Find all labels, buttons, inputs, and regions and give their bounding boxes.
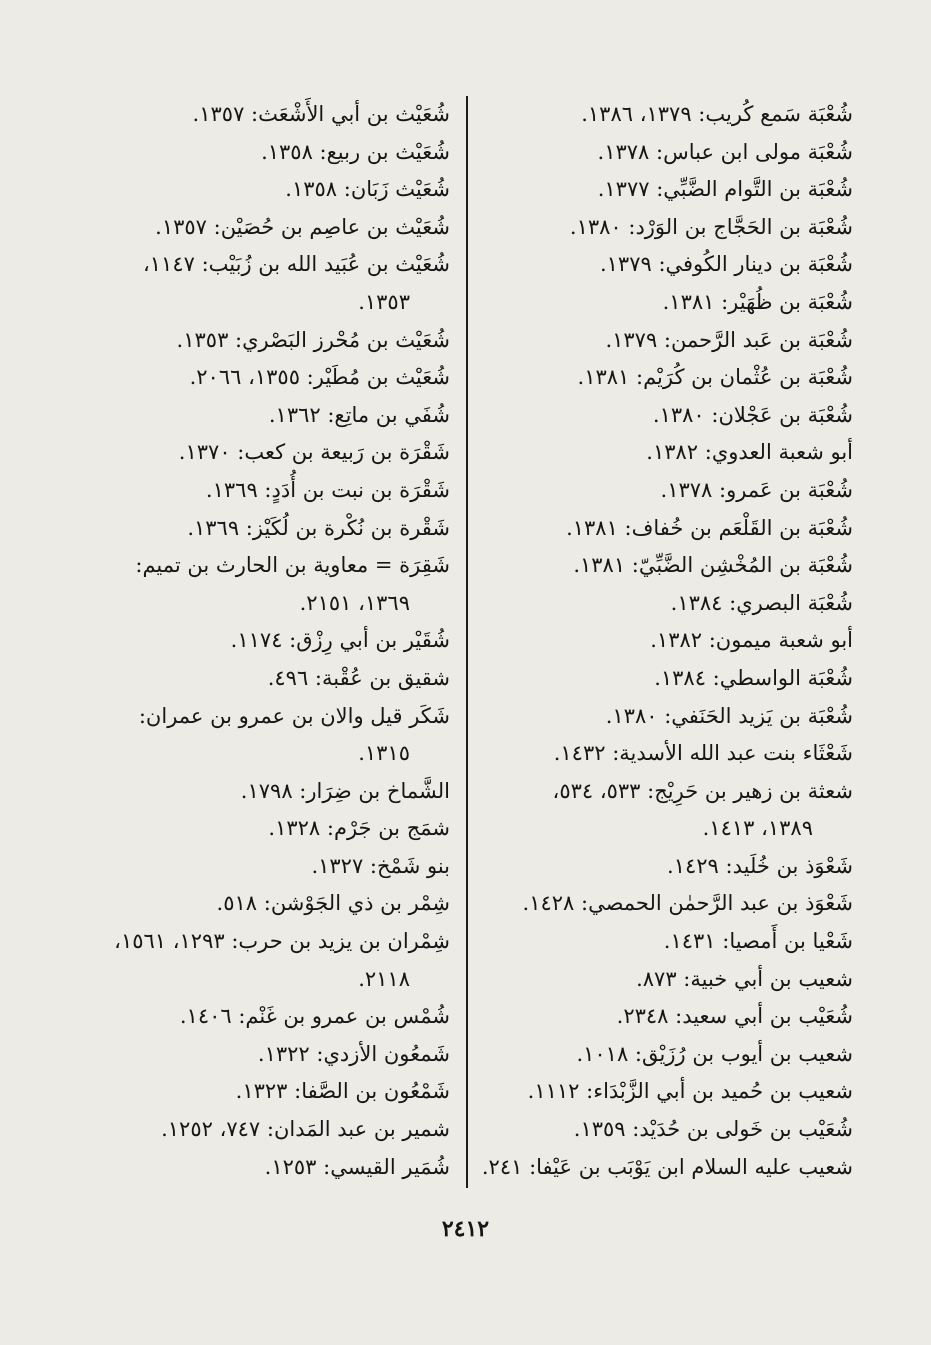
index-entry: شعيب بن أبي خبية: ٨٧٣. xyxy=(636,966,853,991)
index-entry: شمير بن عبد المَدان: ٧٤٧، ١٢٥٢. xyxy=(161,1117,450,1142)
index-entry: شُعْبَة بن يَزيد الحَنَفي: ١٣٨٠. xyxy=(605,703,853,728)
index-entry: شُعْبَة بن المُخْشِن الضَّبِّيّ: ١٣٨١. xyxy=(573,553,853,578)
index-entry: شعثة بن زهير بن حَرِيْج: ٥٣٣، ٥٣٤، xyxy=(552,778,853,803)
index-entry: شَمْعُون بن الصَّفا: ١٣٢٣. xyxy=(235,1079,450,1104)
index-entry: شَقْرَة بن رَبيعة بن كعب: ١٣٧٠. xyxy=(178,440,450,465)
index-entry: شِمْران بن يزيد بن حرب: ١٢٩٣، ١٥٦١، xyxy=(114,929,450,954)
index-entry: شُفَي بن ماتِع: ١٣٦٢. xyxy=(268,402,450,427)
index-entry: شَعْوَذ بن عبد الرَّحمٰن الحمصي: ١٤٢٨. xyxy=(522,891,853,916)
index-entry-continuation: ٢١١٨. xyxy=(358,966,410,991)
index-entry: شَقْرَة بن نبت بن أُدَدٍ: ١٣٦٩. xyxy=(205,477,450,502)
index-entry-continuation: ١٣٨٩، ١٤١٣. xyxy=(702,816,813,841)
index-entry: شَعْيا بن أَمصيا: ١٤٣١. xyxy=(663,929,853,954)
index-entry: شُعَيْث بن مُحْرز البَصْري: ١٣٥٣. xyxy=(176,327,450,352)
index-entry: شُعَيْب بن خَولى بن حُدَيْد: ١٣٥٩. xyxy=(573,1117,853,1142)
index-entry: شَعْوَذ بن خُلَيد: ١٤٢٩. xyxy=(667,853,853,878)
index-entry: أبو شعبة العدوي: ١٣٨٢. xyxy=(646,440,853,465)
index-entry: شُعْبَة بن الحَجَّاج بن الوَرْد: ١٣٨٠. xyxy=(569,214,853,239)
index-entry: شُعَيْث بن عاصِم بن حُصَيْن: ١٣٥٧. xyxy=(155,214,450,239)
index-entry: الشَّماخ بن ضِرَار: ١٧٩٨. xyxy=(240,778,450,803)
index-entry: شِمْر بن ذي الجَوْشن: ٥١٨. xyxy=(216,891,450,916)
index-entry: شُعْبَة بن القَلْعَم بن خُفاف: ١٣٨١. xyxy=(566,515,853,540)
index-column-right xyxy=(453,96,853,1186)
index-entry: شُمَير القيسي: ١٢٥٣. xyxy=(264,1154,450,1179)
index-entry: شمَج بن جَرْم: ١٣٢٨. xyxy=(268,816,450,841)
index-entry: شعيب بن أيوب بن رُزَيْق: ١٠١٨. xyxy=(576,1041,853,1066)
index-entry: شُعْبَة البصري: ١٣٨٤. xyxy=(670,590,853,615)
index-entry: شقيق بن عُقْبة: ٤٩٦. xyxy=(267,665,450,690)
index-entry: شُعَيْب بن أبي سعيد: ٢٣٤٨. xyxy=(616,1004,853,1029)
index-entry: شَقِرَة = معاوية بن الحارث بن تميم: xyxy=(135,553,450,578)
index-entry: شُعْبَة بن عُثْمان بن كُرَيْم: ١٣٨١. xyxy=(577,365,853,390)
index-entry-continuation: ١٣١٥. xyxy=(358,741,410,766)
index-entry: بنو شَمْخ: ١٣٢٧. xyxy=(311,853,450,878)
index-entry: شَمعُون الأزدي: ١٣٢٢. xyxy=(257,1041,450,1066)
page-number: ٢٤١٢ xyxy=(441,1216,490,1242)
index-entry: شُمْس بن عمرو بن غَنْم: ١٤٠٦. xyxy=(179,1004,450,1029)
index-entry: شُعْبَة بن دينار الكُوفي: ١٣٧٩. xyxy=(599,252,853,277)
column-divider xyxy=(466,96,468,1188)
index-entry: شَعْثَاء بنت عبد الله الأسدية: ١٤٣٢. xyxy=(553,741,853,766)
index-entry: شُعْبَة الواسطي: ١٣٨٤. xyxy=(654,665,853,690)
index-entry-continuation: ١٣٥٣. xyxy=(358,289,410,314)
index-entry: شُعْبَة بن عَبد الرَّحمن: ١٣٧٩. xyxy=(605,327,853,352)
index-entry: شُعْبَة بن ظُهَيْر: ١٣٨١. xyxy=(662,289,853,314)
index-column-left xyxy=(78,96,450,1186)
index-entry: شُقَيْر بن أبي رِزْق: ١١٧٤. xyxy=(230,628,450,653)
index-entry: شُعْبَة سَمع كُريب: ١٣٧٩، ١٣٨٦. xyxy=(581,102,853,126)
index-entry: شُعَيْث بن ربيع: ١٣٥٨. xyxy=(261,139,450,164)
index-entry: شُعَيْث زَبَان: ١٣٥٨. xyxy=(285,177,450,202)
index-entry: شَكَر قيل والان بن عمرو بن عمران: xyxy=(138,703,450,728)
index-entry: أبو شعبة ميمون: ١٣٨٢. xyxy=(650,628,853,653)
index-entry: شعيب بن حُميد بن أبي الزَّبْدَاء: ١١١٢. xyxy=(527,1079,853,1104)
index-entry: شُعَيْث بن أبي الأَشْعَث: ١٣٥٧. xyxy=(192,102,450,126)
index-entry: شعيب عليه السلام ابن يَوْبَب بن عَيْفا: ٢٤١. xyxy=(481,1154,853,1179)
index-entry: شُعْبَة بن عَجْلان: ١٣٨٠. xyxy=(652,402,853,427)
index-entry: شُعَيْث بن عُبَيد الله بن زُبَيْب: ١١٤٧، xyxy=(143,252,450,277)
index-entry: شُعْبَة مولى ابن عباس: ١٣٧٨. xyxy=(597,139,853,164)
index-entry: شُعَيْث بن مُطَيْر: ١٣٥٥، ٢٠٦٦. xyxy=(189,365,450,390)
index-entry: شَقْرة بن نُكْرة بن لُكَيْز: ١٣٦٩. xyxy=(187,515,450,540)
index-entry: شُعْبَة بن عَمرو: ١٣٧٨. xyxy=(660,477,853,502)
index-entry: شُعْبَة بن التَّوام الضَّبِّي: ١٣٧٧. xyxy=(597,177,853,202)
index-entry-continuation: ١٣٦٩، ٢١٥١. xyxy=(299,590,410,615)
